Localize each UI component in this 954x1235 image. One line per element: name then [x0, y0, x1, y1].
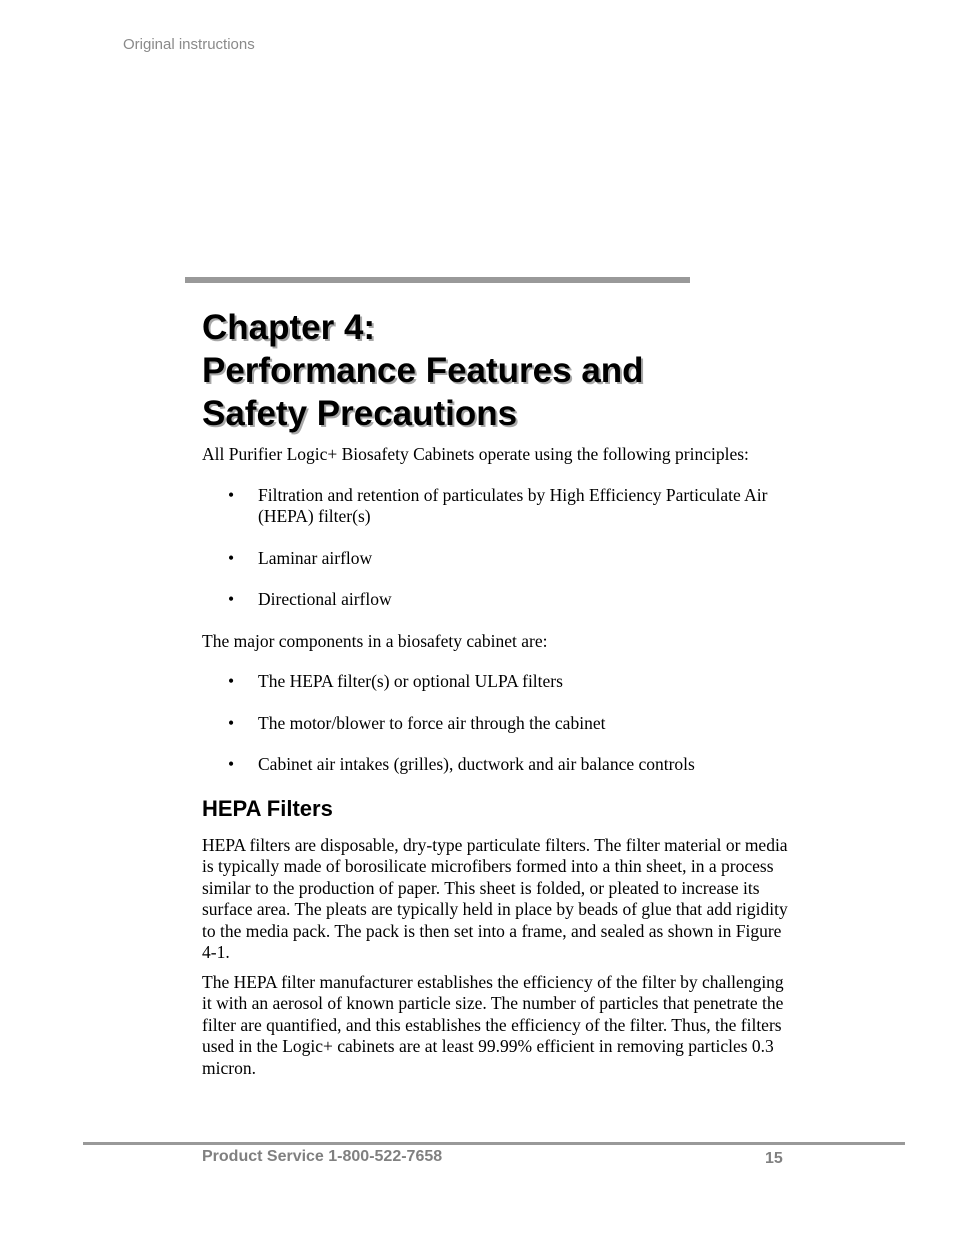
list-item-text: The HEPA filter(s) or optional ULPA filters — [258, 671, 563, 691]
list-item — [202, 671, 792, 693]
chapter-rule — [185, 277, 690, 283]
chapter-title-line: Performance Features and — [202, 351, 644, 390]
bullet-icon: • — [228, 589, 235, 609]
chapter-title-line: Chapter 4: — [202, 308, 376, 347]
list-item — [202, 713, 792, 735]
list-item-text: The motor/blower to force air through the cabinet — [258, 712, 606, 733]
bullet-icon: • — [228, 484, 235, 505]
chapter-title-line: Safety Precautions — [202, 394, 518, 433]
footer-service-line: Product Service 1-800-522-7658 — [202, 1148, 443, 1165]
bullet-icon: • — [228, 754, 235, 774]
list-item-text: Cabinet air intakes (grilles), ductwork and air balance controls — [258, 754, 695, 774]
body-paragraph: HEPA filters are disposable, dry-type particulate filters. The filter material or media is typically made of borosilicate microfibers formed into a thin sheet, in a process similar to the production of paper. This sheet is folded, or pleated to increase its surface area. The pleats are typically held in place by beads of glue that add rigidity to the media pack. The pack is then set into a frame, and sealed as shown in Figure 4-1. — [202, 834, 788, 962]
page-content — [202, 444, 792, 1087]
section-heading: HEPA Filters — [202, 795, 333, 821]
components-intro: The major components in a biosafety cabinet are: — [202, 630, 548, 651]
list-item — [202, 485, 792, 528]
header-note: Original instructions — [123, 36, 255, 53]
intro-paragraph: All Purifier Logic+ Biosafety Cabinets operate using the following principles: — [202, 444, 749, 464]
components-list — [202, 671, 792, 776]
list-item-text: Directional airflow — [258, 589, 392, 609]
bullet-icon: • — [228, 547, 235, 568]
list-item — [202, 754, 792, 776]
list-item-text: Laminar airflow — [258, 547, 373, 568]
list-item-text: Filtration and retention of particulates by High Efficiency Particulate Air (HEPA) filter(s) — [258, 484, 768, 526]
principles-list — [202, 485, 792, 611]
chapter-title — [202, 306, 644, 435]
bullet-icon: • — [228, 712, 235, 733]
body-paragraph: The HEPA filter manufacturer establishes the efficiency of the filter by challenging it with an aerosol of known particle size. The number of particles that penetrate the filter are quantified, and this establishes the efficiency of the filter. Thus, the filters used in the Logic+ cabinets are at least 99.99% efficient in removing particles 0.3 micron. — [202, 971, 784, 1078]
list-item — [202, 548, 792, 570]
page-number: 15 — [765, 1150, 783, 1167]
list-item — [202, 589, 792, 611]
bullet-icon: • — [228, 671, 235, 691]
footer-rule — [83, 1142, 905, 1145]
